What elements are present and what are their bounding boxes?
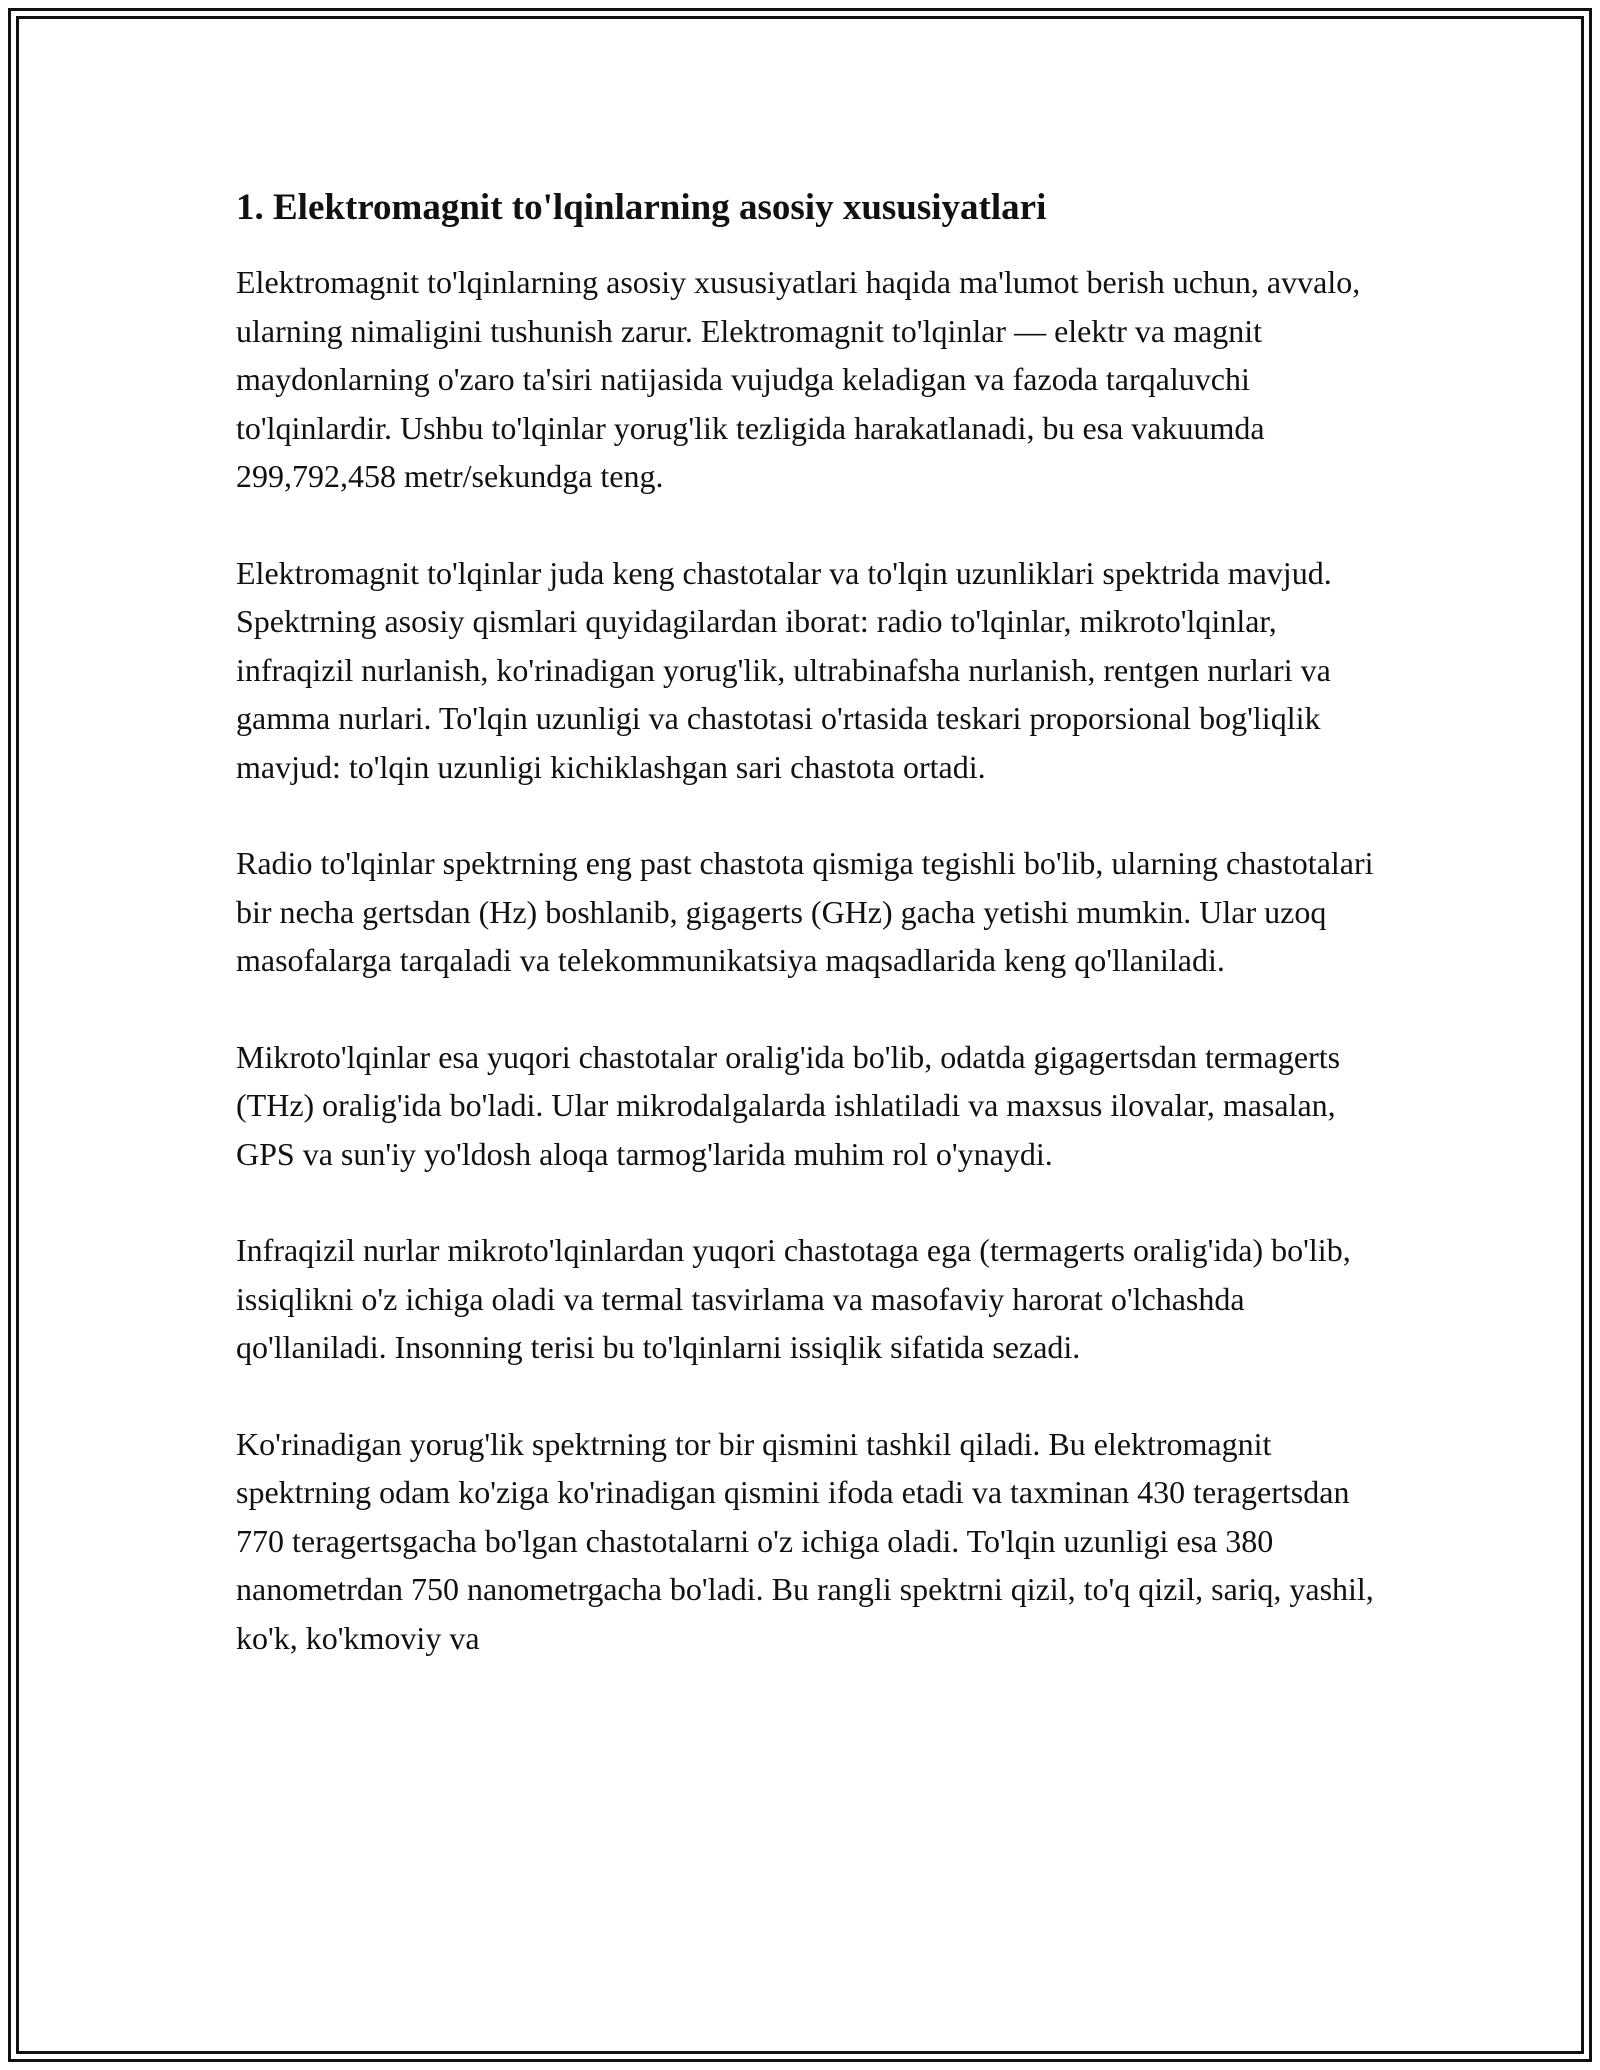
paragraph-5: Infraqizil nurlar mikroto'lqinlardan yuqori chastotaga ega (termagerts oralig'ida) bo'lib, issiqlikni o'z ichiga oladi va termal tasvirlama va masofaviy harorat o'lchashda qo'llaniladi. Insonning terisi bu to'lqinlarni issiqlik sifatida sezadi. <box>236 1232 1351 1365</box>
paragraph-3: Radio to'lqinlar spektrning eng past chastota qismiga tegishli bo'lib, ularning chastotalari bir necha gertsdan (Hz) boshlanib, gigagerts (GHz) gacha yetishi mumkin. Ular uzoq masofalarga tarqaladi va telekommunikatsiya maqsadlarida keng qo'llaniladi. <box>236 845 1374 978</box>
section-heading: 1. Elektromagnit to'lqinlarning asosiy xususiyatlari <box>236 187 1047 228</box>
paragraph-1: Elektromagnit to'lqinlarning asosiy xususiyatlari haqida ma'lumot berish uchun, avvalo, ularning nimaligini tushunish zarur. Elektromagnit to'lqinlar — elektr va magnit maydonlarning o'zaro ta'siri natijasida vujudga keladigan va fazoda tarqaluvchi to'lqinlardir. Ushbu to'lqinlar yorug'lik tezligida harakatlanadi, bu esa vakuumda 299,792,458 metr/sekundga teng. <box>236 264 1361 494</box>
paragraph-6: Ko'rinadigan yorug'lik spektrning tor bir qismini tashkil qiladi. Bu elektromagnit spektrning odam ko'ziga ko'rinadigan qismini ifoda etadi va taxminan 430 teragertsdan 770 teragertsgacha bo'lgan chastotalarni o'z ichiga oladi. To'lqin uzunligi esa 380 nanometrdan 750 nanometrgacha bo'ladi. Bu rangli spektrni qizil, to'q qizil, sariq, yashil, ko'k, ko'kmoviy va <box>236 1425 1374 1656</box>
paragraph-2: Elektromagnit to'lqinlar juda keng chastotalar va to'lqin uzunliklari spektrida mavjud. Spektrning asosiy qismlari quyidagilardan iborat: radio to'lqinlar, mikroto'lqinlar, infraqizil nurlanish, ko'rinadigan yorug'lik, ultrabinafsha nurlanish, rentgen nurlari va gamma nurlari. To'lqin uzunligi va chastotasi o'rtasida teskari proporsional bog'liqlik mavjud: to'lqin uzunligi kichiklashgan sari chastota ortadi. <box>236 554 1332 785</box>
document-body <box>236 186 1376 1710</box>
paragraph-4: Mikroto'lqinlar esa yuqori chastotalar oralig'ida bo'lib, odatda gigagertsdan termagerts (THz) oralig'ida bo'ladi. Ular mikrodalgalarda ishlatiladi va maxsus ilovalar, masalan, GPS va sun'iy yo'ldosh aloqa tarmog'larida muhim rol o'ynaydi. <box>236 1038 1341 1172</box>
